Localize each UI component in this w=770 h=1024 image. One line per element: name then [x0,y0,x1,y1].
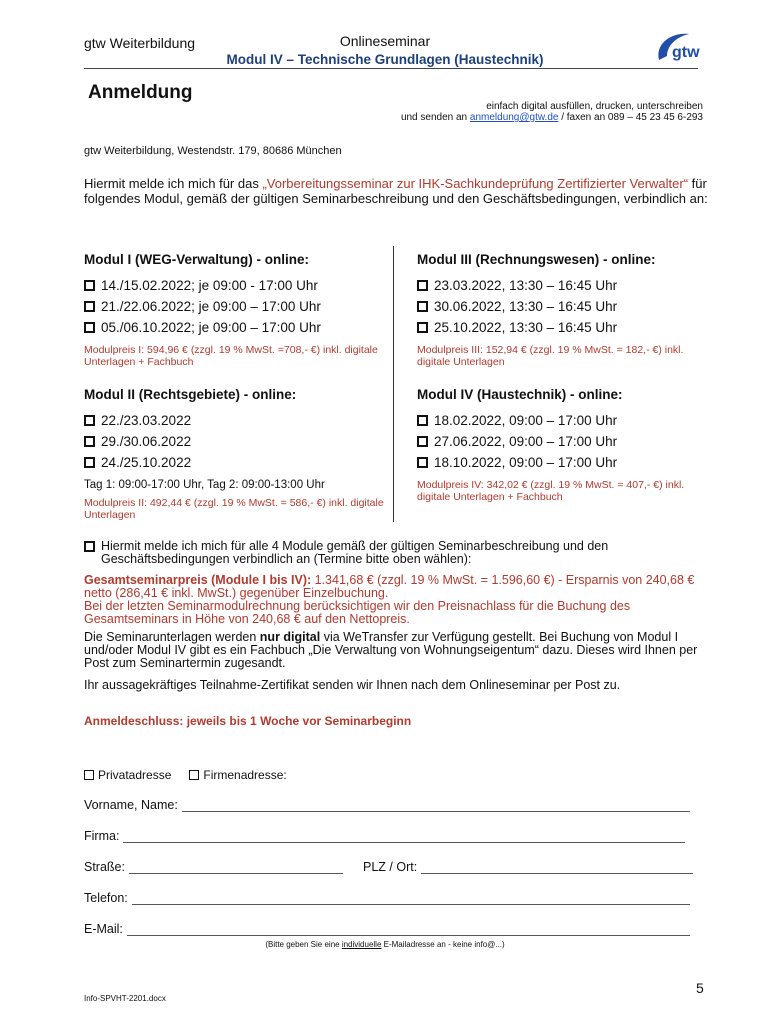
date-label: 29./30.06.2022 [101,434,192,449]
module-2-date-1[interactable] [84,410,384,431]
email-label: E-Mail: [84,922,123,936]
intro-part1: Hiermit melde ich mich für das [84,176,263,191]
header-rule [84,68,698,69]
phone-label: Telefon: [84,891,128,905]
checkbox[interactable] [84,301,95,312]
module-4-section [417,387,717,503]
date-label: 14./15.02.2022; je 09:00 - 17:00 Uhr [101,278,318,293]
checkbox[interactable] [417,457,428,468]
checkbox[interactable] [417,280,428,291]
module-2-heading: Modul II (Rechtsgebiete) - online: [84,387,297,402]
total-price [84,574,714,626]
column-divider [393,246,394,522]
email-line[interactable] [127,924,690,936]
private-address-option[interactable] [84,768,171,782]
date-label: 30.06.2022, 13:30 – 16:45 Uhr [434,299,618,314]
module-3-date-2[interactable] [417,296,717,317]
address-type [84,768,305,782]
footer-filename: Info-SPVHT-2201.docx [84,994,166,1003]
intro-text [84,176,714,206]
checkbox[interactable] [84,415,95,426]
all-modules-checkbox[interactable] [84,541,95,552]
street-label: Straße: [84,860,125,874]
checkbox[interactable] [417,322,428,333]
email-field[interactable] [84,922,690,936]
module-3-section [417,252,717,368]
email-note-part1: (Bitte geben Sie eine [265,940,342,949]
email-note-underlined: individuelle [341,940,382,949]
checkbox[interactable] [84,436,95,447]
materials-bold: nur digital [259,630,321,644]
registration-deadline: Anmeldeschluss: jeweils bis 1 Woche vor Seminarbeginn [84,714,412,728]
company-address-option[interactable] [189,768,286,782]
header-org: gtw Weiterbildung [84,35,196,51]
checkbox[interactable] [417,301,428,312]
total-price-text: 1.341,68 € (zzgl. 19 % MwSt. = 1.596,60 €) - Ersparnis von 240,68 € netto (286,41 € inkl. MwSt.) gegenüber Einzelbuchung. [84,573,695,600]
module-1-price: Modulpreis I: 594,96 € (zzgl. 19 % MwSt. =708,- €) inkl. digitale Unterlagen + Fachbuch [84,344,378,368]
date-label: 25.10.2022, 13:30 – 16:45 Uhr [434,320,618,335]
email-link[interactable]: anmeldung@gtw.de [469,112,559,123]
checkbox[interactable] [84,770,94,780]
name-field[interactable] [84,798,690,812]
company-field[interactable] [84,829,685,843]
materials-part2: via WeTransfer zur Verfügung gestellt. Bei Buchung von Modul I und/oder Modul IV gibt es ein Fachbuch „Die Verwaltung von Wohnungseigentum“ dazu. Dieses wird Ihnen per Post zum Seminartermin zugesandt. [84,630,698,670]
seminar-name: „Vorbereitungsseminar zur IHK-Sachkundeprüfung Zertifizierter Verwalter“ [262,176,689,191]
module-2-section [84,387,384,521]
company-label: Firma: [84,829,120,843]
page-number: 5 [696,980,704,996]
module-2-price: Modulpreis II: 492,44 € (zzgl. 19 % MwSt. = 586,- €) inkl. digitale Unterlagen [84,497,384,521]
checkbox[interactable] [189,770,199,780]
send-instructions: einfach digital ausfüllen, drucken, unterschreiben [486,101,703,112]
phone-line[interactable] [132,893,690,905]
all-modules-option[interactable] [84,540,714,566]
module-2-date-2[interactable] [84,431,384,452]
materials-info [84,631,714,670]
plz-line[interactable] [421,862,693,874]
date-label: 18.02.2022, 09:00 – 17:00 Uhr [434,413,618,428]
checkbox[interactable] [84,457,95,468]
company-address-label: Firmenadresse: [203,768,287,782]
intro-part2: für folgendes Modul, gemäß der gültigen Seminarbeschreibung und den Geschäftsbedingungen, verbindlich an: [84,176,708,206]
module-4-heading: Modul IV (Haustechnik) - online: [417,387,623,402]
page-title: Anmeldung [88,82,193,103]
module-2-date-3[interactable] [84,452,384,473]
certificate-info: Ihr aussagekräftiges Teilnahme-Zertifikat senden wir Ihnen nach dem Onlineseminar per Post zu. [84,678,621,692]
header-seminar-type: Onlineseminar [339,33,431,49]
checkbox[interactable] [84,280,95,291]
send-prefix: und senden an [400,112,470,123]
date-label: 24./25.10.2022 [101,455,192,470]
module-4-date-1[interactable] [417,410,717,431]
header-module-title: Modul IV – Technische Grundlagen (Haustechnik) [226,52,544,67]
fax-info: / faxen an 089 – 45 23 45 6-293 [558,112,703,123]
street-field[interactable] [84,860,693,874]
phone-field[interactable] [84,891,690,905]
module-4-price: Modulpreis IV: 342,02 € (zzgl. 19 % MwSt. = 407,- €) inkl. digitale Unterlagen + Fachbuch [417,479,685,503]
materials-part1: Die Seminarunterlagen werden [84,630,260,644]
street-line[interactable] [129,862,343,874]
date-label: 21./22.06.2022; je 09:00 – 17:00 Uhr [101,299,321,314]
total-price-note: Bei der letzten Seminarmodulrechnung berücksichtigen wir den Preisnachlass für die Buchung des Gesamtseminars in Höhe von 240,68 € auf den Nettopreis. [84,599,631,626]
module-3-price: Modulpreis III: 152,94 € (zzgl. 19 % MwSt. = 182,- €) inkl. digitale Unterlagen [417,344,684,368]
module-3-heading: Modul III (Rechnungswesen) - online: [417,252,656,267]
date-label: 22./23.03.2022 [101,413,192,428]
checkbox[interactable] [84,322,95,333]
organizer-address: gtw Weiterbildung, Westendstr. 179, 80686 München [84,145,342,157]
checkbox[interactable] [417,415,428,426]
date-label: 27.06.2022, 09:00 – 17:00 Uhr [434,434,618,449]
module-1-section [84,252,384,368]
module-1-date-3[interactable] [84,317,384,338]
module-3-date-3[interactable] [417,317,717,338]
send-contact [401,112,703,123]
module-3-date-1[interactable] [417,275,717,296]
date-label: 18.10.2022, 09:00 – 17:00 Uhr [434,455,618,470]
company-line[interactable] [123,831,685,843]
gtw-logo [655,30,707,66]
private-address-label: Privatadresse [98,768,172,782]
date-label: 23.03.2022, 13:30 – 16:45 Uhr [434,278,618,293]
all-modules-text: Hiermit melde ich mich für alle 4 Module gemäß der gültigen Seminarbeschreibung und den Geschäftsbedingungen verbindlich an (Termine bitte oben wählen): [101,539,609,566]
plz-label: PLZ / Ort: [363,860,418,874]
checkbox[interactable] [417,436,428,447]
module-1-date-2[interactable] [84,296,384,317]
module-1-heading: Modul I (WEG-Verwaltung) - online: [84,252,309,267]
logo-text: gtw [672,44,700,61]
email-note [0,940,770,949]
module-4-date-3[interactable] [417,452,717,473]
module-4-date-2[interactable] [417,431,717,452]
module-2-times: Tag 1: 09:00-17:00 Uhr, Tag 2: 09:00-13:00 Uhr [84,479,325,491]
module-1-date-1[interactable] [84,275,384,296]
total-price-label: Gesamtseminarpreis (Module I bis IV): [84,573,312,587]
name-line[interactable] [182,800,690,812]
email-note-part2: E-Mailadresse an - keine info@...) [381,940,505,949]
date-label: 05./06.10.2022; je 09:00 – 17:00 Uhr [101,320,321,335]
name-label: Vorname, Name: [84,798,178,812]
